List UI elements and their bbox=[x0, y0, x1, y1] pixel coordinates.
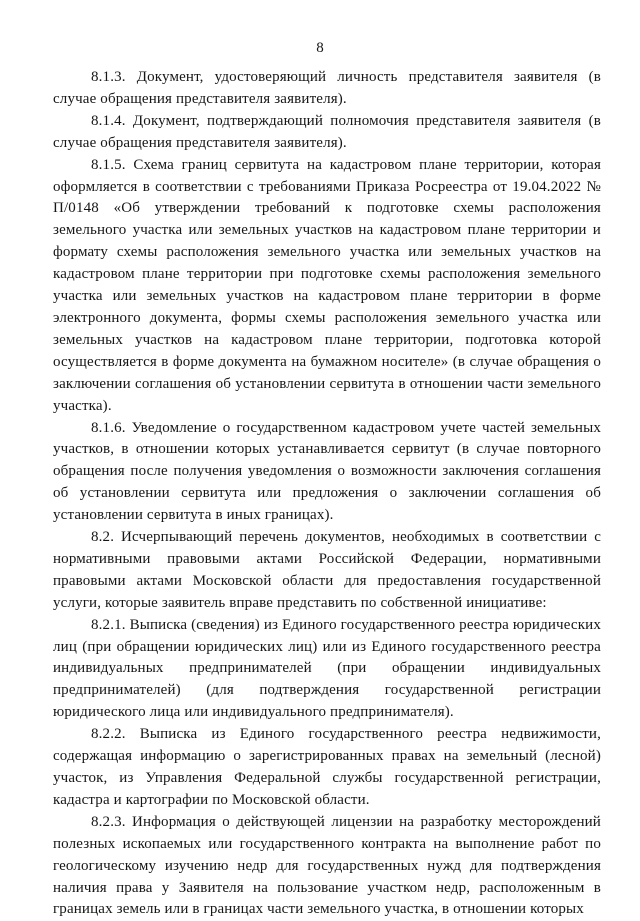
paragraph-8-2-1: 8.2.1. Выписка (сведения) из Единого государственного реестра юридических лиц (при обращении юридических лиц) или из Единого государственного реестра индивидуальных предпринимателей (при обращении индивидуальных предпринимателей) (для подтверждения государственной регистрации юридического лица или индивидуального предпринимателя). bbox=[53, 616, 601, 721]
page-number: 8 bbox=[316, 40, 324, 56]
paragraph-8-1-5: 8.1.5. Схема границ сервитута на кадастровом плане территории, которая оформляется в соответствии с требованиями Приказа Росреестра от 19.04.2022 № П/0148 «Об утверждении требований к подготовке схемы расположения земельного участка или земельных участков на кадастровом плане территории и формату схемы расположения земельного участка или земельных участков на кадастровом плане территории при подготовке схемы расположения земельного участка или земельных участков на кадастровом плане территории в форме электронного документа, формы схемы расположения земельного участка или земельных участков на кадастровом плане территории, подготовка которой осуществляется в форме документа на бумажном носителе» (в случае обращения о заключении соглашения об установлении сервитута в отношении части земельного участка). bbox=[53, 156, 601, 414]
paragraph-8-2-2: 8.2.2. Выписка из Единого государственного реестра недвижимости, содержащая информацию о зарегистрированных правах на земельный (лесной) участок, из Управления Федеральной службы государственной регистрации, кадастра и картографии по Московской области. bbox=[53, 726, 601, 808]
paragraph-8-2-3: 8.2.3. Информация о действующей лицензии на разработку месторождений полезных ископаемых или государственного контракта на выполнение работ по геологическому изучению недр для государственных нужд для подтверждения наличия права у Заявителя на пользование участком недр, расположенным в границах земель или в границах части земельного участка, в отношении которых bbox=[53, 813, 601, 918]
paragraph-8-1-3: 8.1.3. Документ, удостоверяющий личность представителя заявителя (в случае обращения представителя заявителя). bbox=[53, 69, 601, 107]
paragraph-8-2: 8.2. Исчерпывающий перечень документов, необходимых в соответствии с нормативными правовыми актами Российской Федерации, нормативными правовыми актами Московской области для предоставления государственной услуги, которые заявитель вправе представить по собственной инициативе: bbox=[53, 529, 601, 611]
paragraph-8-1-6: 8.1.6. Уведомление о государственном кадастровом учете частей земельных участков, в отношении которых устанавливается сервитут (в случае повторного обращения после получения уведомления о возможности заключения соглашения об установлении сервитута или предложения о заключении соглашения об установлении сервитута в иных границах). bbox=[53, 419, 601, 524]
document-body bbox=[53, 67, 601, 921]
paragraph-8-1-4: 8.1.4. Документ, подтверждающий полномочия представителя заявителя (в случае обращения представителя заявителя). bbox=[53, 112, 601, 151]
